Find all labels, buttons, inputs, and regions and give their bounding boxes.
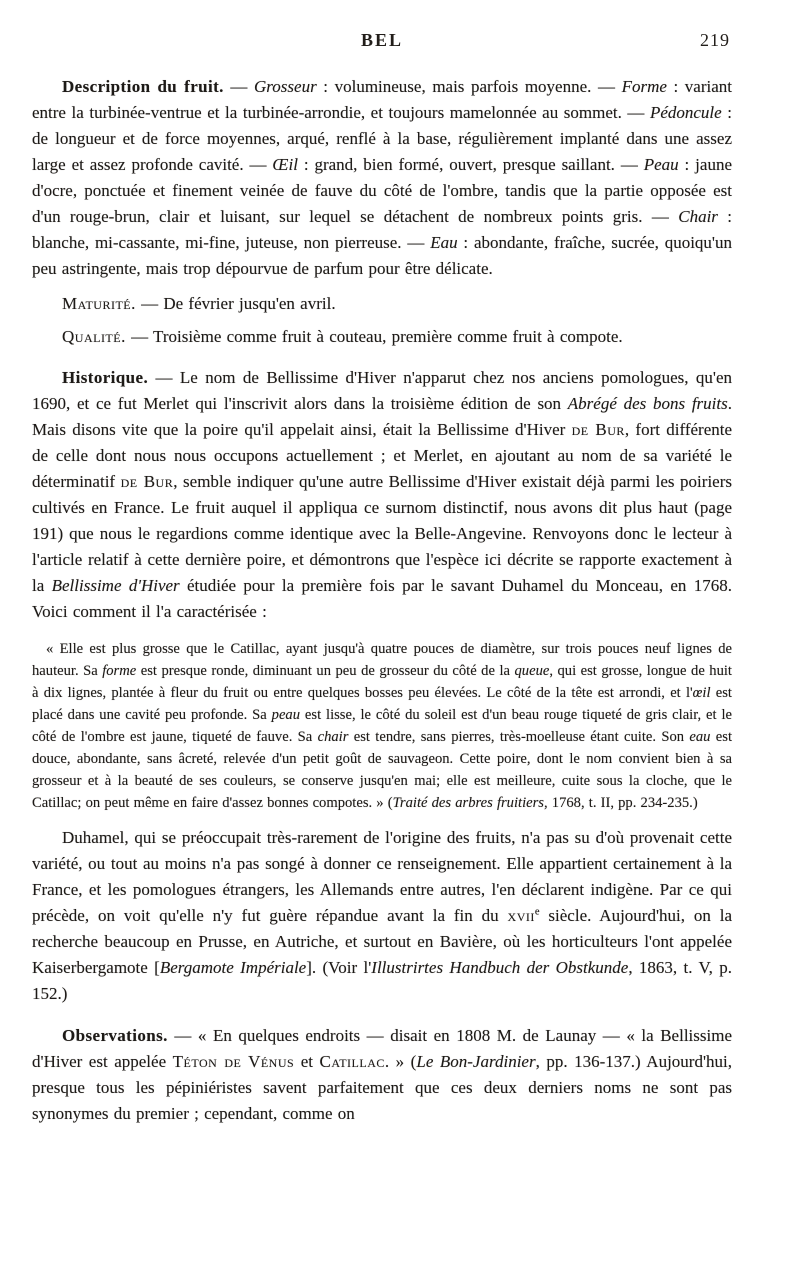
text-run: siècle. Aujourd'hui, on la recherche beaucoup en Prusse, en Autriche, et surtout en Bavière, où les horticulteurs l'ont appelée Kaiserbergamote [ bbox=[32, 906, 732, 977]
text-run: e bbox=[534, 906, 540, 918]
text-run: Historique. bbox=[62, 368, 149, 387]
text-run: , pp. 136-137.) Aujourd'hui, presque tous les pépiniéristes savent parfaitement que ces deux derniers noms ne sont pas synonymes du premier ; cependant, comme on bbox=[32, 1052, 732, 1123]
text-run: Observations. bbox=[62, 1026, 168, 1045]
text-run: « Elle est plus grosse que le Catillac, ayant jusqu'à quatre pouces de diamètre, sur trois pouces neuf lignes de hauteur. Sa bbox=[32, 641, 732, 679]
text-run: , fort différente de celle dont nous nous occupons actuellement ; et Merlet, en ajoutant au nom de sa variété le déterminatif bbox=[32, 420, 733, 491]
text-run: est placé dans une cavité peu profonde. Sa bbox=[32, 685, 732, 723]
text-run: Peau bbox=[643, 155, 679, 174]
text-run: Catillac bbox=[319, 1052, 385, 1071]
text-run: — bbox=[223, 77, 255, 96]
text-run: : abondante, fraîche, sucrée, quoiqu'un peu astringente, mais trop dépourvue de parfum pour être délicate. bbox=[32, 233, 732, 278]
text-run: : volumineuse, mais parfois moyenne. — bbox=[316, 77, 622, 96]
page-number: 219 bbox=[700, 30, 730, 50]
text-run: Téton de Vénus bbox=[172, 1052, 295, 1071]
text-run: Pédoncule bbox=[649, 103, 722, 122]
text-run: : grand, bien formé, ouvert, presque saillant. — bbox=[297, 155, 644, 174]
text-run: xvii bbox=[507, 906, 535, 925]
text-run: — De février jusqu'en avril. bbox=[135, 294, 336, 313]
text-run: , qui est grosse, longue de huit à dix lignes, plantée à fleur du fruit ou entre quelques bosses peu élevées. Le côté de la tête est arrondi, et l' bbox=[32, 663, 732, 701]
text-run: , 1768, t. II, pp. 234-235.) bbox=[543, 795, 698, 811]
text-run: ]. (Voir l' bbox=[306, 958, 372, 977]
text-run: de Bur bbox=[571, 420, 625, 439]
text-run: est lisse, le côté du soleil est d'un beau rouge tiqueté de gris clair, et le côté de l'ombre est jaune, tiqueté de fauve. Sa bbox=[32, 707, 733, 745]
running-title: BEL bbox=[360, 30, 404, 50]
text-run: peau bbox=[271, 707, 301, 723]
maturite-paragraph bbox=[32, 291, 732, 317]
text-run: de Bur bbox=[120, 472, 174, 491]
observations-paragraph bbox=[32, 1023, 732, 1127]
text-run: : de longueur et de force moyennes, arqué, renflé à la base, régulièrement implanté dans une assez large et assez profonde cavité. — bbox=[32, 103, 732, 174]
text-run: forme bbox=[102, 663, 137, 679]
text-run: — Troisième comme fruit à couteau, première comme fruit à compote. bbox=[125, 327, 623, 346]
text-run: chair bbox=[317, 729, 349, 745]
text-run: Bergamote Impériale bbox=[159, 958, 307, 977]
text-run: étudiée pour la première fois par le savant Duhamel du Monceau, en 1768. Voici comment il l'a caractérisée : bbox=[32, 576, 732, 621]
text-run: : blanche, mi-cassante, mi-fine, juteuse, non pierreuse. — bbox=[32, 207, 732, 252]
text-run: Œil bbox=[272, 155, 298, 174]
text-run: est tendre, sans pierres, très-moelleuse étant cuite. Son bbox=[348, 729, 690, 745]
text-run: Le Bon-Jardinier bbox=[416, 1052, 536, 1071]
page-body bbox=[32, 74, 732, 1127]
text-run: Abrégé des bons fruits bbox=[567, 394, 728, 413]
text-run: et bbox=[294, 1052, 320, 1071]
text-run: . » ( bbox=[384, 1052, 417, 1071]
text-run: Bellissime d'Hiver bbox=[51, 576, 180, 595]
text-run: Traité des arbres fruitiers bbox=[392, 795, 544, 811]
text-run: , semble indiquer qu'une autre Bellissime d'Hiver existait déjà parmi les poiriers cultivés en France. Le fruit auquel il appliqua ce surnom distinctif, nous avons dit plus haut (page 191) que nous le regardions comme identique avec la Belle-Angevine. Renvoyons donc le lecteur à l'article relatif à cette dernière poire, et démontrons que l'espèce ici décrite se rapporte exactement à la bbox=[32, 472, 732, 595]
text-run: Forme bbox=[621, 77, 667, 96]
qualite-paragraph bbox=[32, 324, 732, 350]
text-run: Illustrirtes Handbuch der Obstkunde bbox=[371, 958, 629, 977]
text-run: Description du fruit. bbox=[62, 77, 224, 96]
duhamel-quote-paragraph bbox=[32, 638, 732, 814]
text-run: est presque ronde, diminuant un peu de grosseur du côté de la bbox=[136, 663, 515, 679]
text-run: Chair bbox=[678, 207, 718, 226]
text-run: . Mais disons vite que la poire qu'il appelait ainsi, était la Bellissime d'Hiver bbox=[32, 394, 732, 439]
duhamel-commentary-paragraph bbox=[32, 825, 732, 1007]
text-run: — Le nom de Bellissime d'Hiver n'apparut chez nos anciens pomologues, qu'en 1690, et ce fut Merlet qui l'inscrivit alors dans la troisième édition de son bbox=[32, 368, 732, 413]
text-run: — « En quelques endroits — disait en 1808 M. de Launay — « la Bellissime d'Hiver est appelée bbox=[32, 1026, 732, 1071]
text-run: Eau bbox=[430, 233, 458, 252]
text-run: queue bbox=[514, 663, 550, 679]
text-run: Duhamel, qui se préoccupait très-rarement de l'origine des fruits, n'a pas su d'où provenait cette variété, ou tout au moins n'a pas songé à donner ce renseignement. Elle appartient certainement à la France, et les pomologues étrangers, les Allemands entre autres, l'en déclarent indigène. Par ce qui précède, on voit qu'elle n'y fut guère répandue avant la fin du bbox=[32, 828, 732, 925]
text-run: , 1863, t. V, p. 152.) bbox=[32, 958, 732, 1003]
page-header bbox=[32, 30, 732, 56]
text-run: Qualité. bbox=[62, 327, 126, 346]
text-run: Grosseur bbox=[254, 77, 317, 96]
text-run: est douce, abondante, sans âcreté, relevée d'un petit goût de sauvageon. Cette poire, dont le nom convient bien à sa grosseur et à la beauté de ses couleurs, se conserve jusqu'en mai; elle est meilleure, cuite sous la cloche, que le Catillac; on peut même en faire d'assez bonnes compotes. » ( bbox=[32, 729, 732, 811]
text-run: eau bbox=[689, 729, 711, 745]
text-run: œil bbox=[692, 685, 711, 701]
text-run: : jaune d'ocre, ponctuée et finement veinée de fauve du côté de l'ombre, tandis que la partie opposée est d'un rouge-brun, clair et luisant, sur lequel se détachent de nombreux points gris. — bbox=[32, 155, 732, 226]
historique-paragraph bbox=[32, 365, 732, 625]
text-run: Maturité. bbox=[62, 294, 136, 313]
text-run: : variant entre la turbinée-ventrue et la turbinée-arrondie, et toujours mamelonnée au sommet. — bbox=[32, 77, 732, 122]
description-paragraph bbox=[32, 74, 732, 282]
